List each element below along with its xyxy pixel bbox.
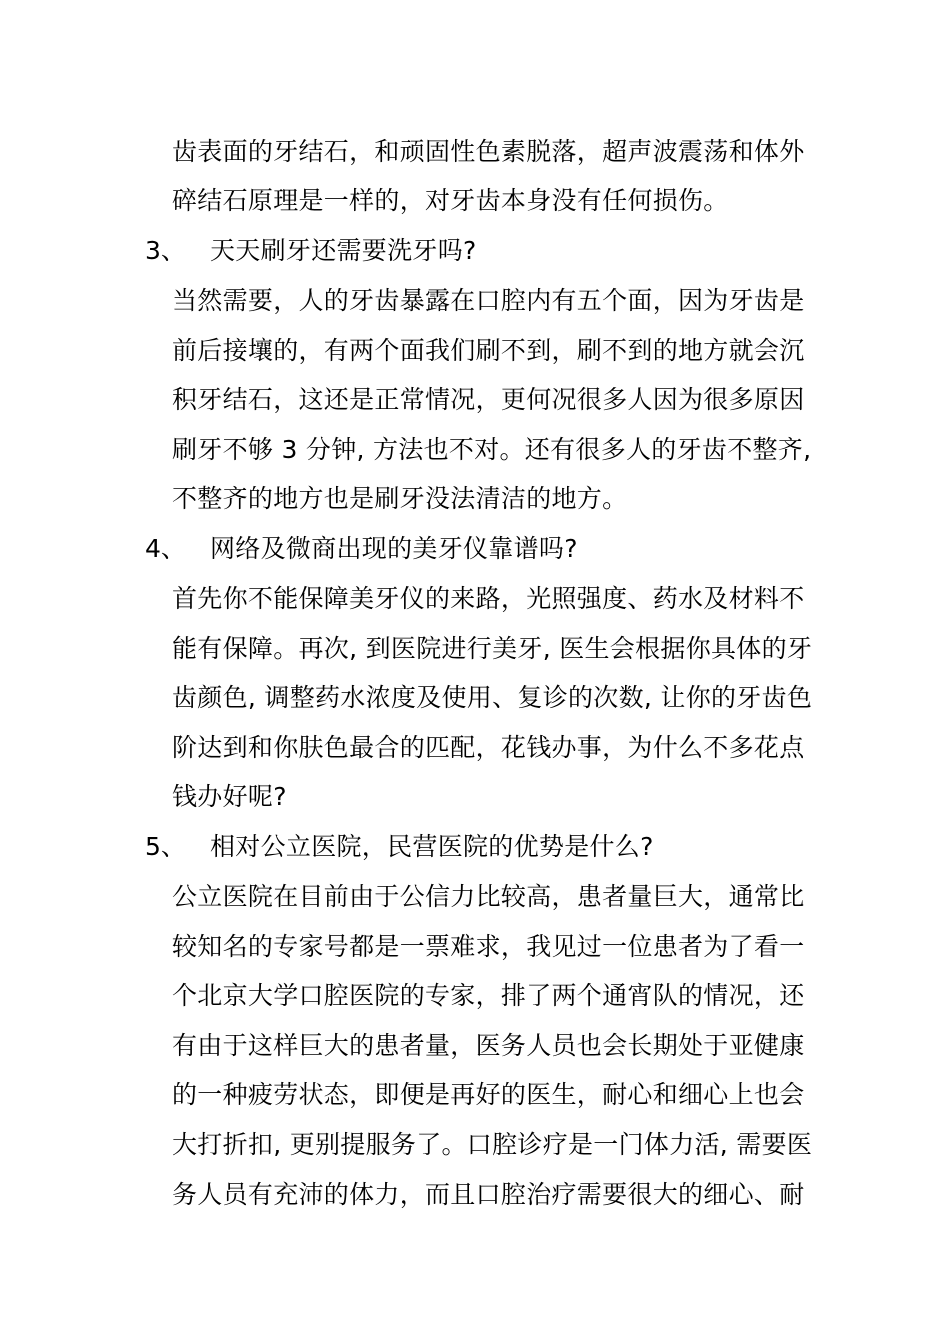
paragraph-line: 齿表面的牙结石，和顽固性色素脱落，超声波震荡和体外: [172, 137, 805, 166]
paragraph-line: 当然需要，人的牙齿暴露在口腔内有五个面，因为牙齿是: [172, 286, 805, 315]
question-number: 5、: [145, 832, 186, 861]
paragraph-line: 刷牙不够 3 分钟, 方法也不对。还有很多人的牙齿不整齐,: [172, 435, 812, 464]
paragraph-line: 阶达到和你肤色最合的匹配，花钱办事，为什么不多花点: [172, 733, 805, 762]
paragraph-line: 有由于这样巨大的患者量，医务人员也会长期处于亚健康: [172, 1031, 805, 1060]
paragraph-line: 积牙结石，这还是正常情况，更何况很多人因为很多原因: [172, 385, 805, 414]
paragraph-line: 前后接壤的，有两个面我们刷不到，刷不到的地方就会沉: [172, 336, 805, 365]
paragraph-line: 务人员有充沛的体力，而且口腔治疗需要很大的细心、耐: [172, 1180, 805, 1209]
paragraph-line: 个北京大学口腔医院的专家，排了两个通宵队的情况，还: [172, 981, 805, 1010]
question-number: 3、: [145, 236, 186, 265]
paragraph-line: 钱办好呢?: [172, 782, 287, 811]
paragraph-line: 首先你不能保障美牙仪的来路，光照强度、药水及材料不: [172, 584, 805, 613]
paragraph-line: 的一种疲劳状态，即便是再好的医生，耐心和细心上也会: [172, 1080, 805, 1109]
question-heading: 天天刷牙还需要洗牙吗?: [210, 236, 477, 265]
paragraph-line: 大打折扣, 更别提服务了。口腔诊疗是一门体力活, 需要医: [172, 1130, 813, 1159]
paragraph-line: 不整齐的地方也是刷牙没法清洁的地方。: [172, 484, 628, 513]
question-number: 4、: [145, 534, 186, 563]
paragraph-line: 齿颜色, 调整药水浓度及使用、复诊的次数, 让你的牙齿色: [172, 683, 813, 712]
question-heading: 网络及微商出现的美牙仪靠谱吗?: [210, 534, 578, 563]
paragraph-line: 能有保障。再次, 到医院进行美牙, 医生会根据你具体的牙: [172, 634, 813, 663]
question-heading: 相对公立医院，民营医院的优势是什么?: [210, 832, 654, 861]
paragraph-line: 碎结石原理是一样的，对牙齿本身没有任何损伤。: [172, 186, 729, 215]
paragraph-line: 较知名的专家号都是一票难求，我见过一位患者为了看一: [172, 932, 805, 961]
paragraph-line: 公立医院在目前由于公信力比较高，患者量巨大，通常比: [172, 882, 805, 911]
